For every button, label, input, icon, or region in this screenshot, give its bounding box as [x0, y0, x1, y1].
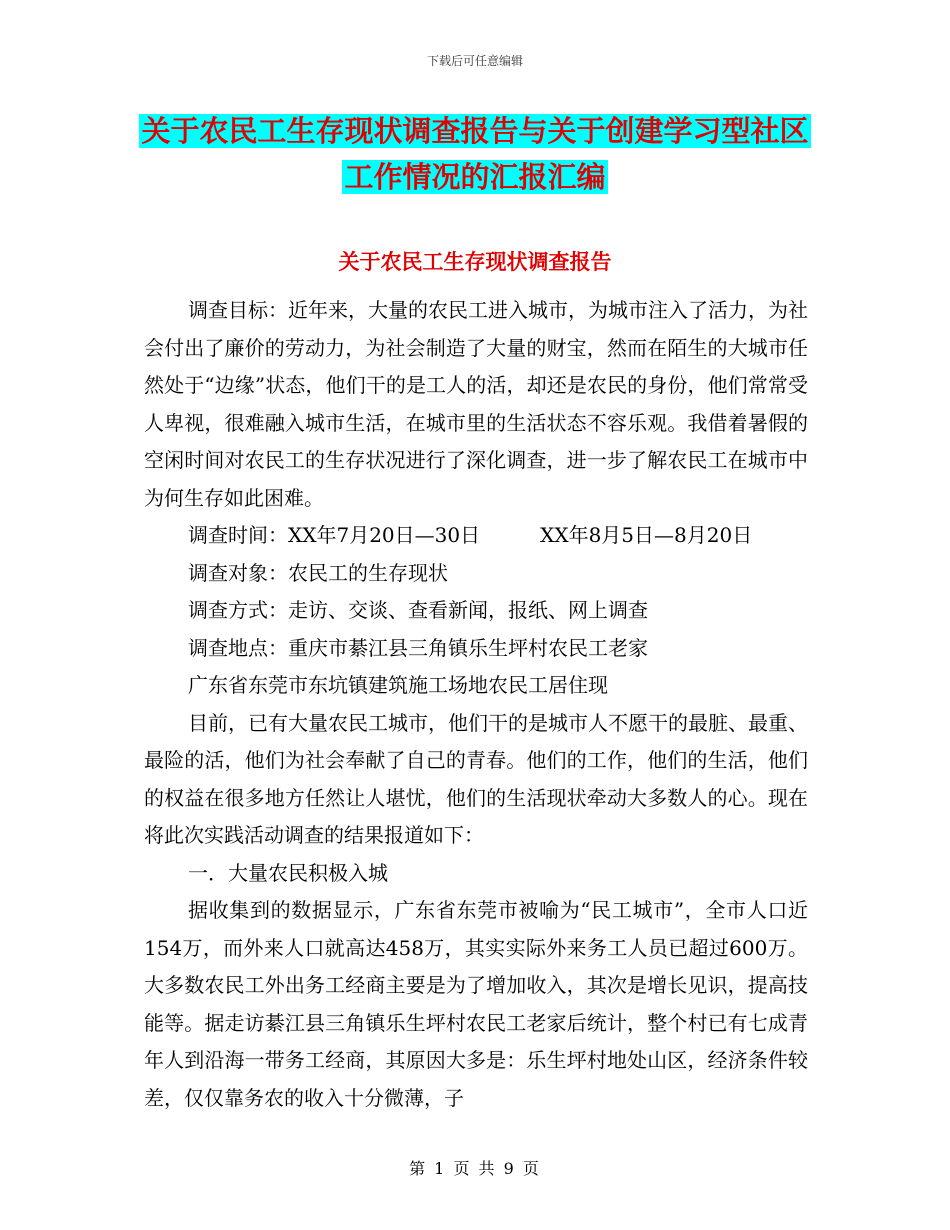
paragraph-survey-place: 调查地点：重庆市綦江县三角镇乐生坪村农民工老家 — [188, 635, 648, 660]
paragraph-intro: 目前，已有大量农民工城市，他们干的是城市人不愿干的最脏、最重、最险的活，他们为社会奉献了自己的青春。他们的工作，他们的生活，他们的权益在很多地方任然让人堪忧，他们的生活现状牵动大多数人的心。现在将此次实践活动调查的结果报道如下： — [144, 710, 808, 847]
document-title — [0, 108, 950, 200]
paragraph-survey-time — [144, 517, 808, 555]
survey-time-first: 调查时间：XX年7月20日—30日 — [188, 523, 481, 547]
title-line-1-text: 关于农民工生存现状调查报告与关于创建学习型社区 — [141, 114, 809, 148]
section-title: 关于农民工生存现状调查报告 — [338, 250, 612, 274]
paragraph-data: 据收集到的数据显示，广东省东莞市被喻为“民工城市”，全市人口近154万，而外来人口就高达458万，其实实际外来务工人员已超过600万。大多数农民工外出务工经商主要是为了增加收入，其次是增长见识，提高技能等。据走访綦江县三角镇乐生坪村农民工老家后统计，整个村已有七成青年人到沿海一带务工经商，其原因大多是：乐生坪村地处山区，经济条件较差，仅仅靠务农的收入十分微薄，子 — [144, 898, 808, 1110]
heading-section-1: 一．大量农民积极入城 — [188, 860, 388, 885]
paragraph-survey-place-2: 广东省东莞市东坑镇建筑施工场地农民工居住现 — [188, 673, 608, 697]
body-text — [144, 292, 808, 1117]
paragraph-survey-object: 调查对象：农民工的生存现状 — [188, 560, 448, 585]
document-title-line-1 — [0, 108, 950, 154]
paragraph-survey-method: 调查方式：走访、交谈、查看新闻，报纸、网上调查 — [188, 598, 648, 622]
document-title-line-2 — [0, 154, 950, 200]
header-note: 下载后可任意编辑 — [426, 54, 523, 68]
title-line-2-text: 工作情况的汇报汇编 — [344, 160, 606, 194]
page-footer: 第 1 页 共 9 页 — [409, 1159, 541, 1178]
paragraph-survey-goal: 调查目标：近年来，大量的农民工进入城市，为城市注入了活力，为社会付出了廉价的劳动力，为社会制造了大量的财宝，然而在陌生的大城市任然处于“边缘”状态，他们干的是工人的活，却还是农民的身份，他们常常受人卑视，很难融入城市生活，在城市里的生活状态不容乐观。我借着暑假的空闲时间对农民工的生存状况进行了深化调查，进一步了解农民工在城市中为何生存如此困难。 — [144, 298, 808, 510]
survey-time-second: XX年8月5日—8月20日 — [540, 523, 753, 547]
